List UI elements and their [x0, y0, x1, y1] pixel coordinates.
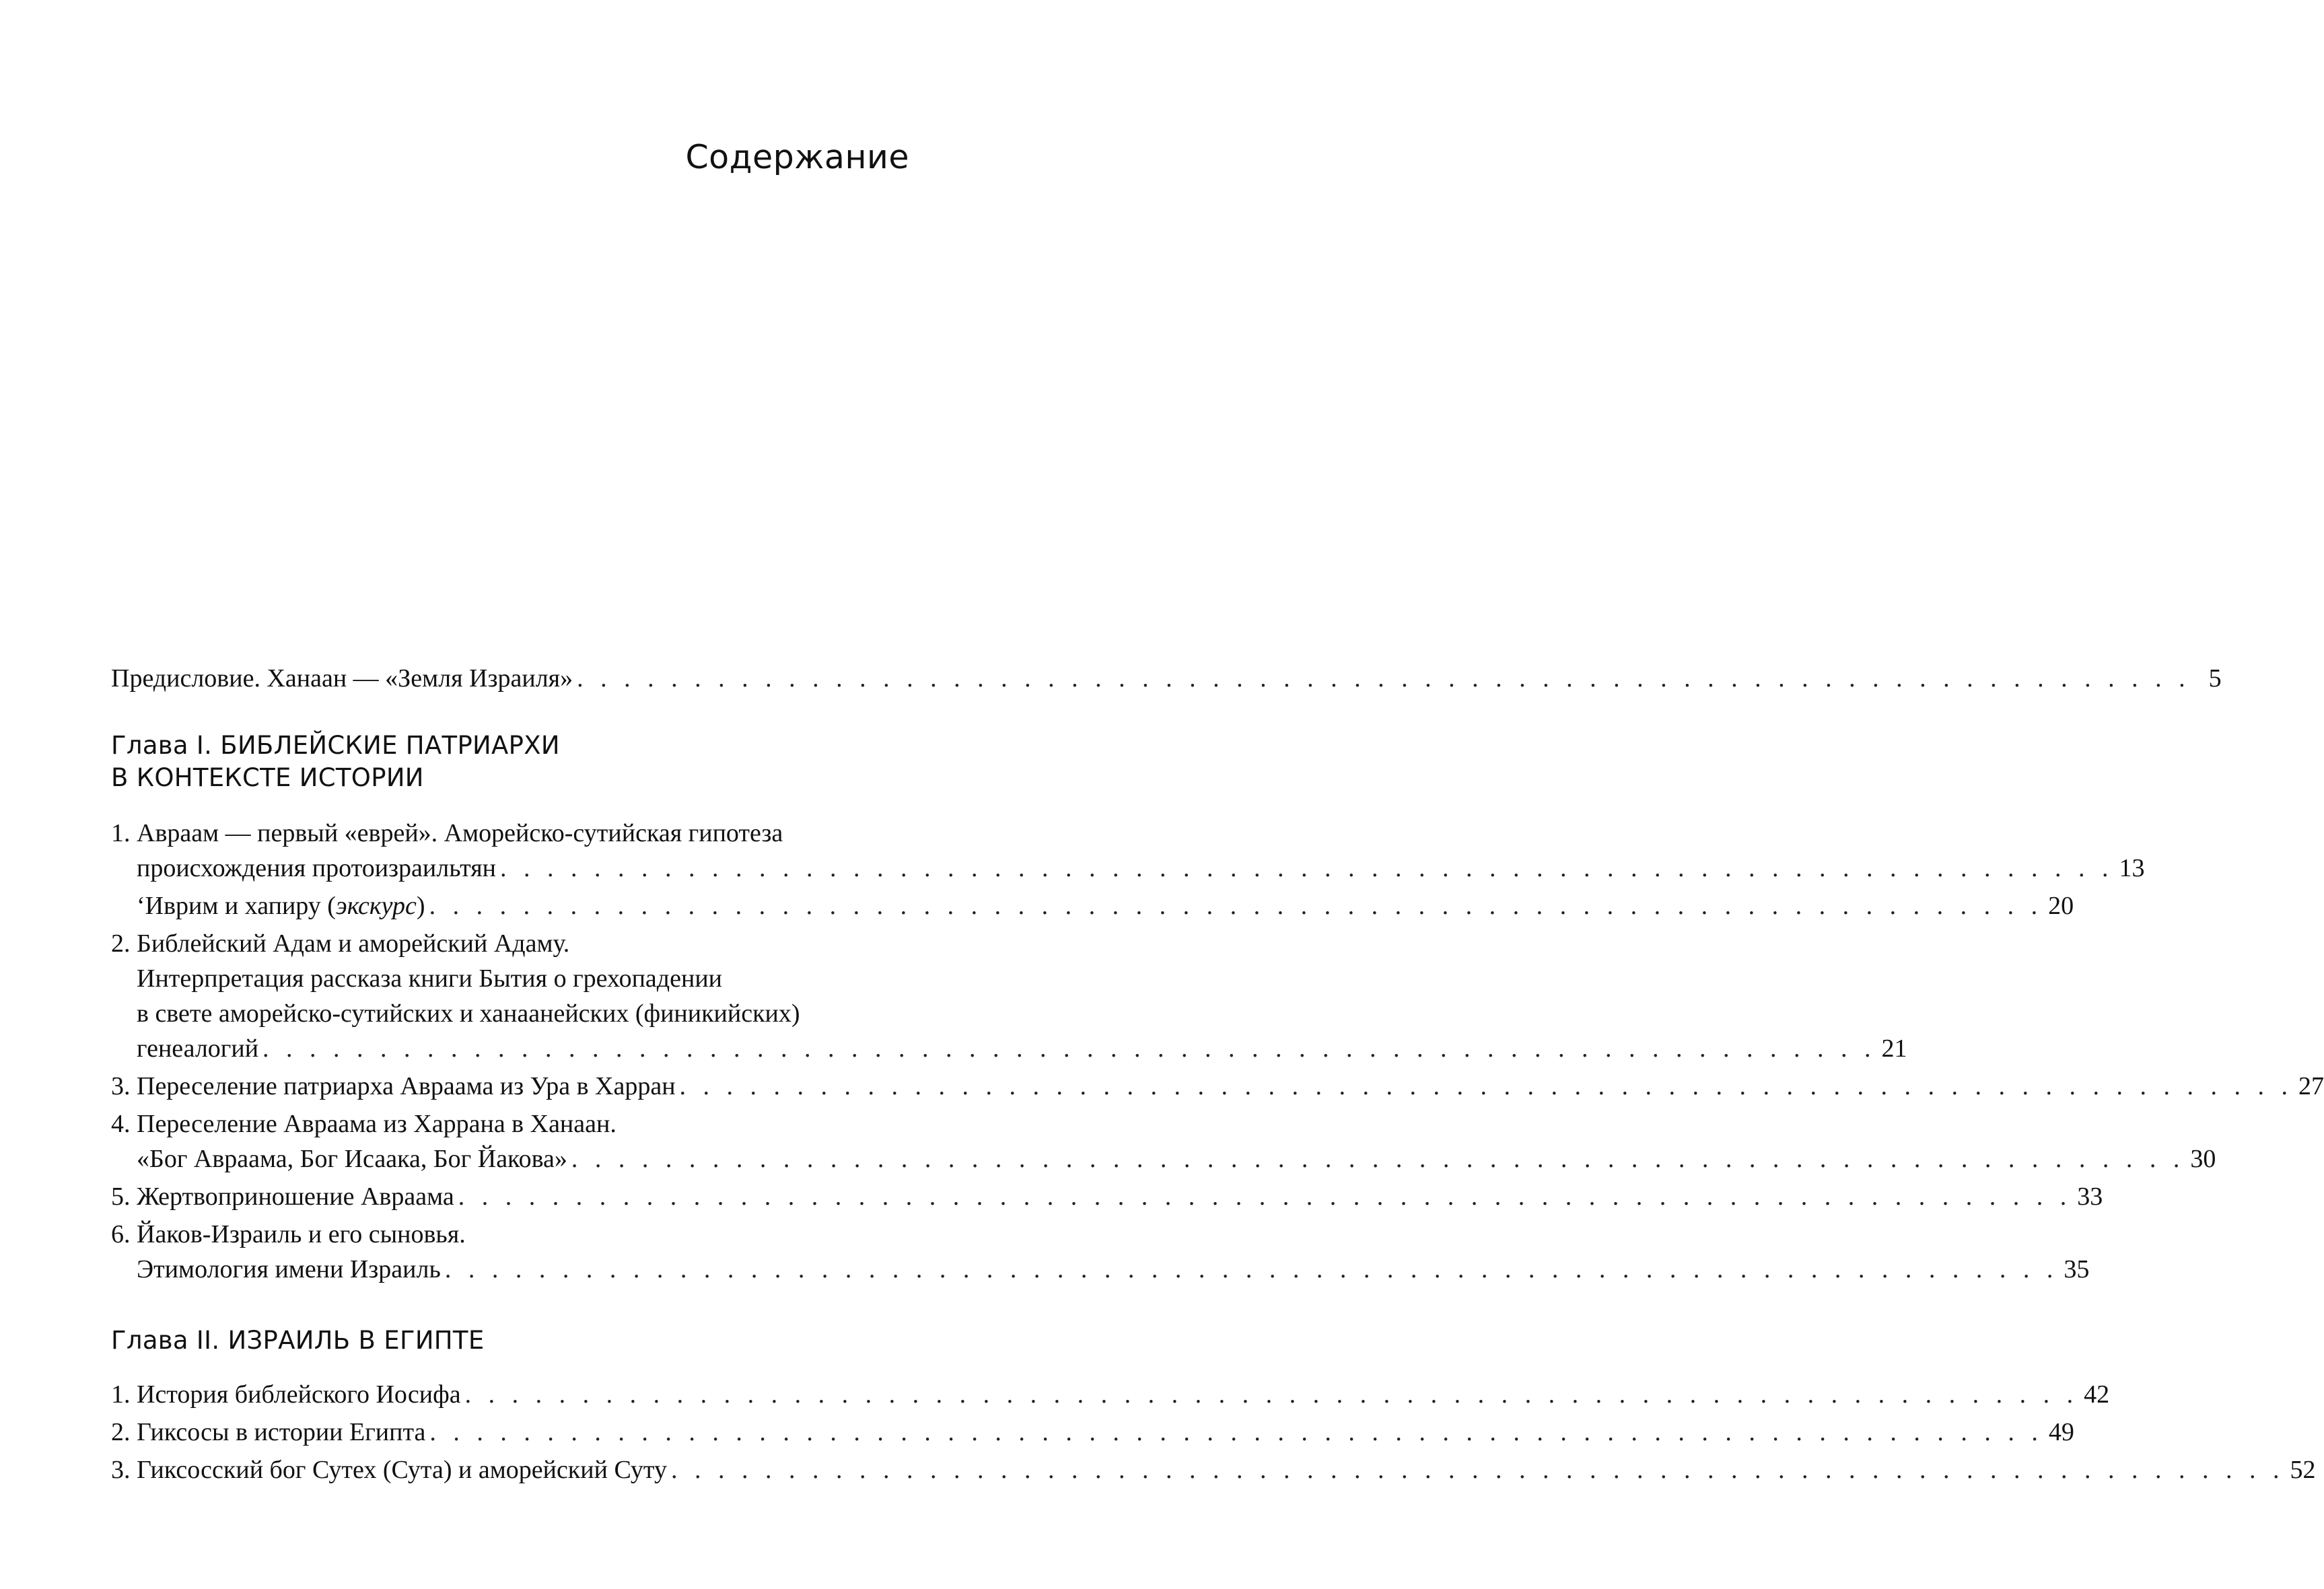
entry-title: 5. Жертвоприношение Авраама	[111, 1182, 454, 1211]
entry-title: генеалогий	[137, 1034, 259, 1063]
page-number: 35	[2064, 1255, 2090, 1283]
dot-leader: . . . . . . . . . . . . . . . . . . . . . . . . . . . . . . . . . . . . . . . . . . . . . . . . . . . . . . . . . . . . . . . . . . . . .	[577, 664, 2191, 693]
toc-entry-1-1[interactable]	[111, 816, 2145, 886]
page-number: 30	[2190, 1145, 2216, 1173]
entry-title: Предисловие. Ханаан — «Земля Израиля»	[111, 664, 573, 693]
entry-title-end: )	[416, 892, 425, 920]
chapter-heading-line: Глава I. БИБЛЕЙСКИЕ ПАТРИАРХИ	[111, 731, 560, 760]
entry-title: Этимология имени Израиль	[137, 1255, 441, 1283]
dot-leader: . . . . . . . . . . . . . . . . . . . . . . . . . . . . . . . . . . . . . . . . . . . . . . . . . . . . . . . . . . . . . . . . . . . . .	[429, 1418, 2043, 1446]
dot-leader: . . . . . . . . . . . . . . . . . . . . . . . . . . . . . . . . . . . . . . . . . . . . . . . . . . . . . . . . . . . . . . . . . . . . .	[679, 1072, 2294, 1100]
entry-line: Интерпретация рассказа книги Бытия о грехопадении	[137, 964, 723, 993]
toc-entry-2-1[interactable]	[111, 1377, 2110, 1412]
toc-entry-2-3[interactable]	[111, 1452, 2316, 1487]
entry-title: происхождения протоизраильтян	[137, 854, 497, 882]
page-number: 49	[2048, 1418, 2074, 1446]
entry-last-line	[111, 851, 2145, 886]
dot-leader: . . . . . . . . . . . . . . . . . . . . . . . . . . . . . . . . . . . . . . . . . . . . . . . . . . . . . . . . . . . . . . . . . . . . .	[464, 1380, 2079, 1409]
dot-leader: . . . . . . . . . . . . . . . . . . . . . . . . . . . . . . . . . . . . . . . . . . . . . . . . . . . . . . . . . . . . . . . . . . . . .	[500, 854, 2114, 882]
entry-title-main: ‘Иврим и хапиру (	[137, 892, 336, 920]
entry-line: 4. Переселение Авраама из Харрана в Ханаан.	[111, 1110, 617, 1138]
entry-line: 6. Йаков-Израиль и его сыновья.	[111, 1220, 466, 1248]
dot-leader: . . . . . . . . . . . . . . . . . . . . . . . . . . . . . . . . . . . . . . . . . . . . . . . . . . . . . . . . . . . . . . . . . . . . .	[262, 1034, 1876, 1063]
page-number: 5	[2208, 664, 2222, 693]
dot-leader: . . . . . . . . . . . . . . . . . . . . . . . . . . . . . . . . . . . . . . . . . . . . . . . . . . . . . . . . . . . . . . . . . . . . .	[458, 1182, 2072, 1211]
page-number: 52	[2290, 1456, 2316, 1484]
entry-title	[137, 888, 425, 923]
toc-entry-excursus[interactable]	[111, 888, 2074, 923]
dot-leader: . . . . . . . . . . . . . . . . . . . . . . . . . . . . . . . . . . . . . . . . . . . . . . . . . . . . . . . . . . . . . . . . . . . . .	[571, 1145, 2185, 1173]
page-number: 42	[2084, 1380, 2110, 1409]
entry-title: 3. Переселение патриарха Авраама из Ура в Харран	[111, 1072, 676, 1100]
entry-line: 2. Библейский Адам и аморейский Адаму.	[111, 929, 570, 958]
dot-leader: . . . . . . . . . . . . . . . . . . . . . . . . . . . . . . . . . . . . . . . . . . . . . . . . . . . . . . . . . . . . . . . . . . . . .	[429, 892, 2043, 920]
toc-entry-preface[interactable]	[111, 661, 2222, 696]
page-number: 13	[2119, 854, 2145, 882]
dot-leader: . . . . . . . . . . . . . . . . . . . . . . . . . . . . . . . . . . . . . . . . . . . . . . . . . . . . . . . . . . . . . . . . . . . . .	[670, 1456, 2285, 1484]
dot-leader: . . . . . . . . . . . . . . . . . . . . . . . . . . . . . . . . . . . . . . . . . . . . . . . . . . . . . . . . . . . . . . . . . . . . .	[444, 1255, 2059, 1283]
toc-entry-1-4[interactable]	[111, 1106, 2216, 1176]
toc-entry-1-6[interactable]	[111, 1217, 2090, 1287]
entry-last-line	[111, 1031, 1907, 1066]
chapter-heading-2	[111, 1325, 909, 1357]
entry-last-line	[111, 1252, 2090, 1287]
toc-entry-1-5[interactable]	[111, 1179, 2103, 1214]
entry-title-italic: экскурс	[335, 892, 417, 920]
page-number: 20	[2048, 892, 2074, 920]
chapter-heading-1	[111, 730, 909, 794]
entry-title: 2. Гиксосы в истории Египта	[111, 1418, 426, 1446]
page-number: 33	[2077, 1182, 2103, 1211]
toc-entry-1-2[interactable]	[111, 926, 1907, 1066]
entry-title: 3. Гиксосский бог Сутех (Сута) и аморейский Суту	[111, 1456, 667, 1484]
chapter-heading-line: В КОНТЕКСТЕ ИСТОРИИ	[111, 763, 424, 792]
entry-last-line	[111, 1141, 2216, 1176]
entry-line: 1. Авраам — первый «еврей». Аморейско-сутийская гипотеза	[111, 819, 783, 847]
chapter-heading-line: Глава II. ИЗРАИЛЬ В ЕГИПТЕ	[111, 1326, 485, 1355]
entry-line: в свете аморейско-сутийских и ханаанейских (финикийских)	[137, 999, 800, 1028]
page-number: 27	[2298, 1072, 2324, 1100]
page-number: 21	[1881, 1034, 1907, 1063]
page-title: Содержание	[685, 138, 909, 176]
entry-title: 1. История библейского Иосифа	[111, 1380, 461, 1409]
toc-entry-2-2[interactable]	[111, 1415, 2074, 1450]
toc-entry-1-3[interactable]	[111, 1069, 2324, 1104]
table-of-contents	[111, 661, 2324, 1487]
entry-title: «Бог Авраама, Бог Исаака, Бог Йакова»	[137, 1145, 567, 1173]
